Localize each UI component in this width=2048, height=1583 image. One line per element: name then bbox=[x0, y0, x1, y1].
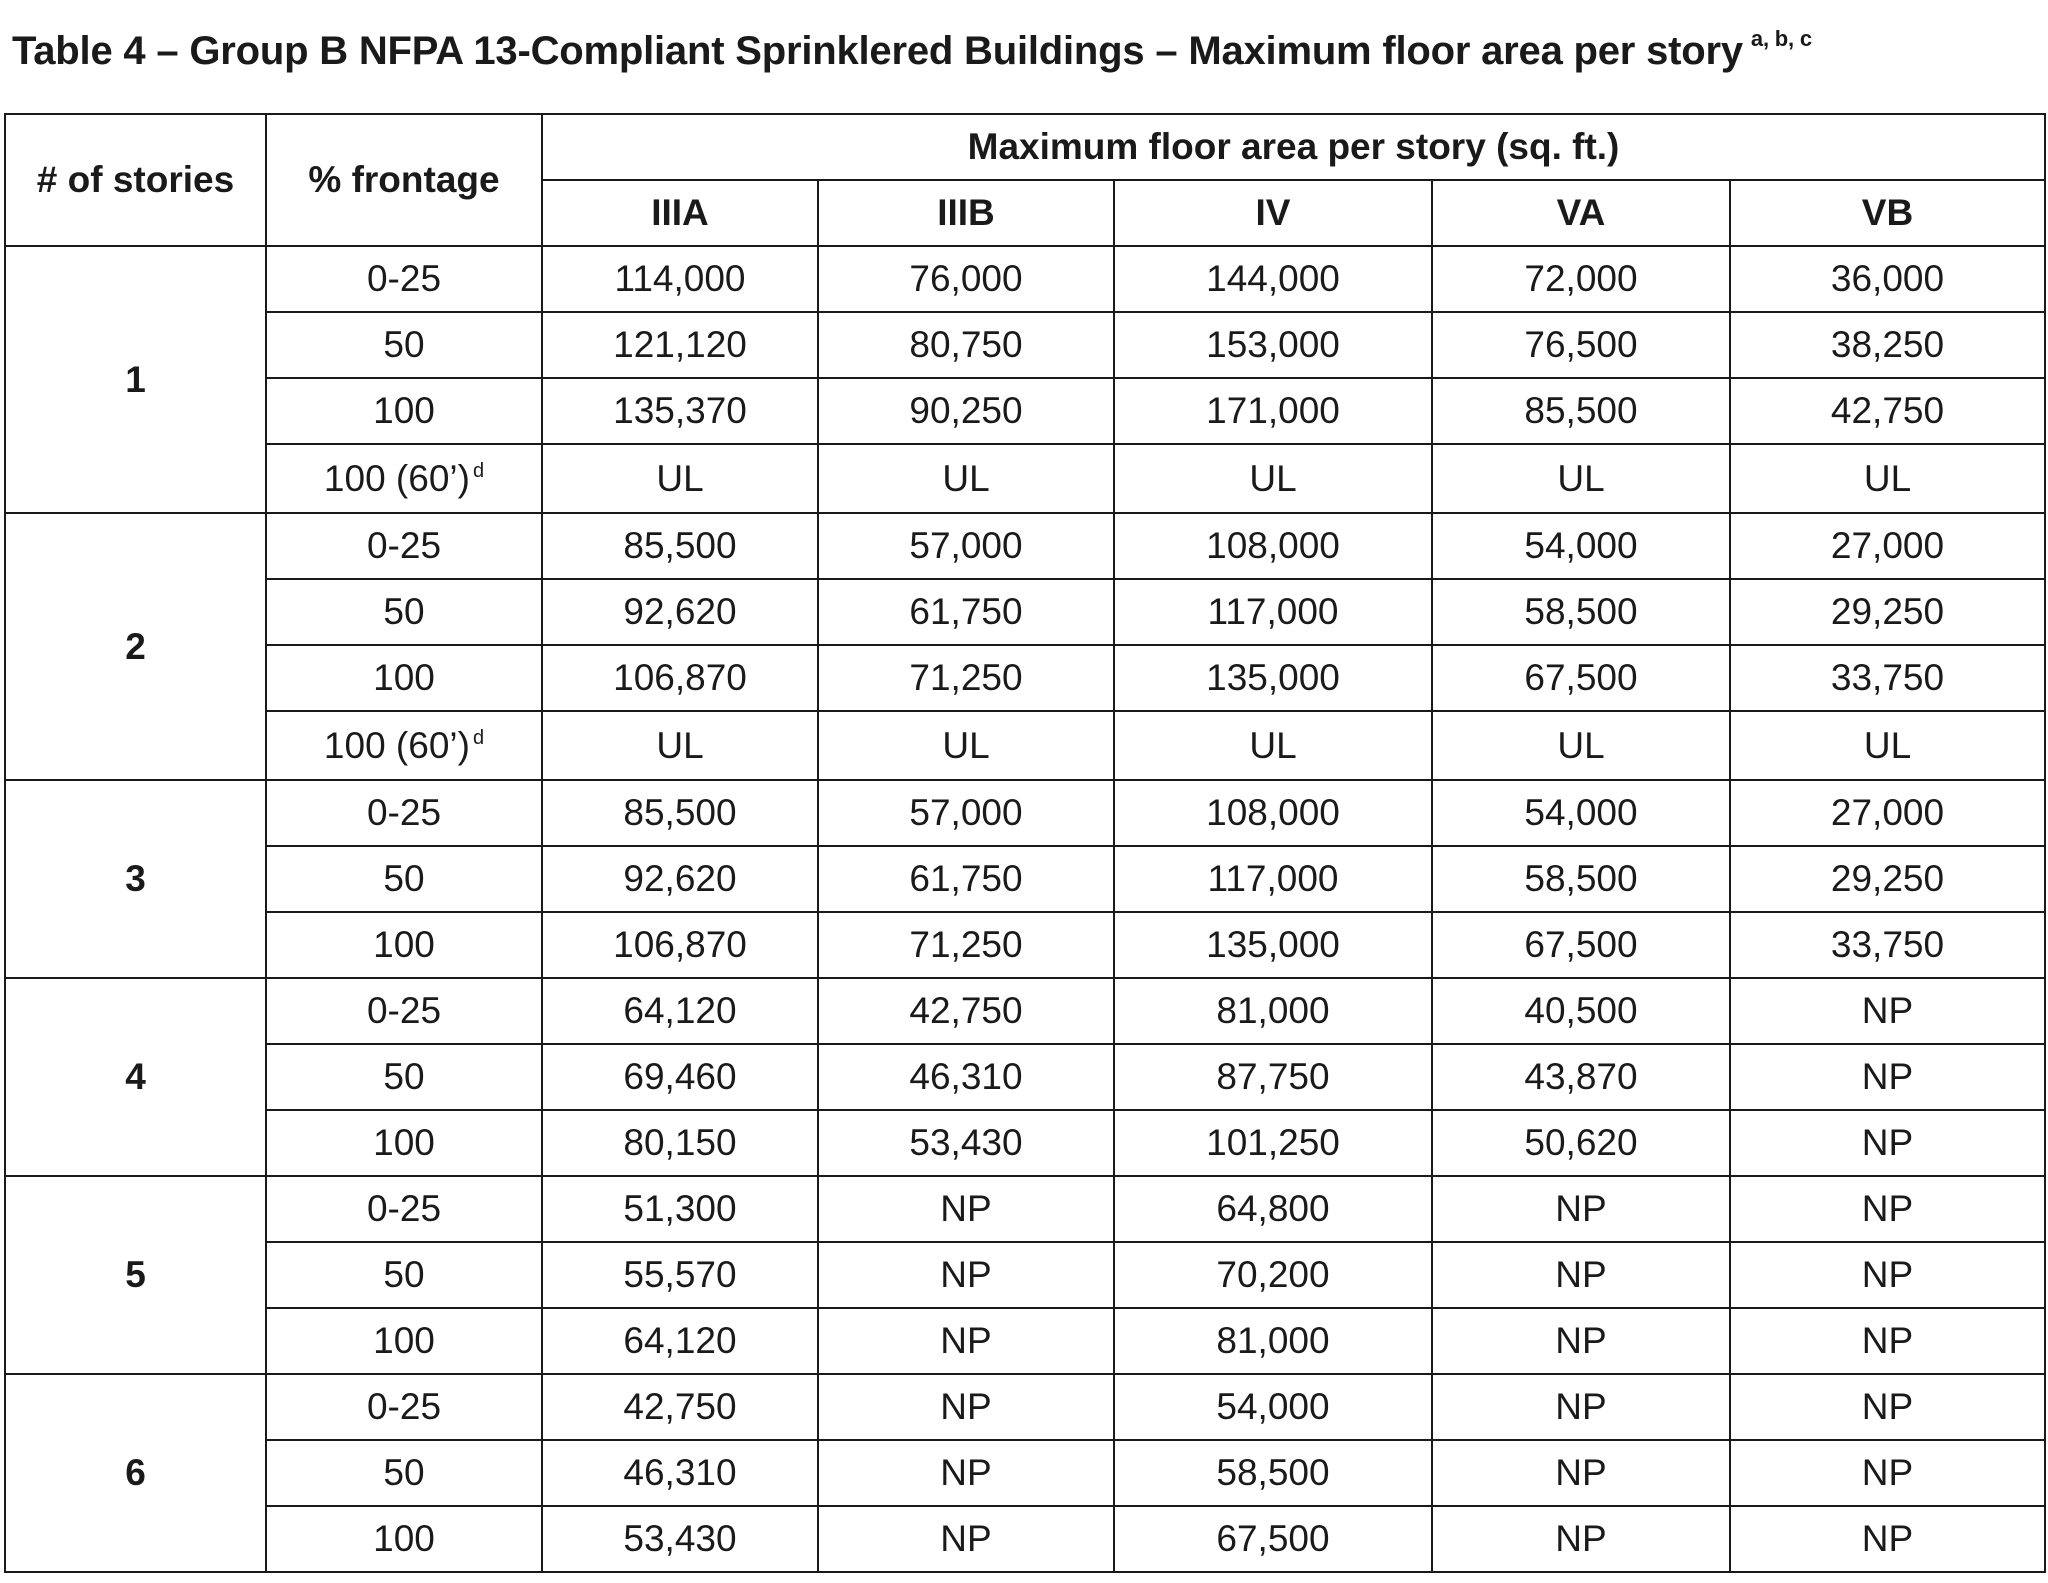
area-value-cell: 38,250 bbox=[1730, 312, 2045, 378]
stories-cell: 6 bbox=[5, 1374, 266, 1572]
area-value-cell: NP bbox=[818, 1374, 1114, 1440]
area-value-cell: UL bbox=[1730, 444, 2045, 513]
area-value-cell: 85,500 bbox=[542, 780, 818, 846]
frontage-value: 100 bbox=[373, 924, 435, 965]
frontage-cell bbox=[266, 246, 542, 312]
area-value-cell: 85,500 bbox=[542, 513, 818, 579]
frontage-value: 100 bbox=[373, 657, 435, 698]
header-row-1 bbox=[5, 114, 2045, 180]
area-value-cell: 64,120 bbox=[542, 978, 818, 1044]
frontage-cell bbox=[266, 1044, 542, 1110]
frontage-value: 100 bbox=[373, 1518, 435, 1559]
area-value-cell: UL bbox=[1432, 444, 1730, 513]
area-value-cell: UL bbox=[1730, 711, 2045, 780]
area-value-cell: 114,000 bbox=[542, 246, 818, 312]
footnote-marker: d bbox=[472, 726, 485, 749]
table-row bbox=[5, 513, 2045, 579]
table-row bbox=[5, 912, 2045, 978]
area-value-cell: UL bbox=[1432, 711, 1730, 780]
area-value-cell: 85,500 bbox=[1432, 378, 1730, 444]
frontage-cell bbox=[266, 444, 542, 513]
area-value-cell: 42,750 bbox=[818, 978, 1114, 1044]
frontage-value: 50 bbox=[383, 591, 425, 632]
area-value-cell: 81,000 bbox=[1114, 978, 1432, 1044]
area-value-cell: 46,310 bbox=[542, 1440, 818, 1506]
area-value-cell: 92,620 bbox=[542, 846, 818, 912]
table-row bbox=[5, 1374, 2045, 1440]
area-value-cell: 46,310 bbox=[818, 1044, 1114, 1110]
stories-cell: 1 bbox=[5, 246, 266, 513]
area-value-cell: 71,250 bbox=[818, 645, 1114, 711]
area-value-cell: 42,750 bbox=[542, 1374, 818, 1440]
frontage-value: 50 bbox=[383, 1056, 425, 1097]
area-value-cell: 135,000 bbox=[1114, 645, 1432, 711]
area-value-cell: NP bbox=[818, 1308, 1114, 1374]
area-value-cell: 101,250 bbox=[1114, 1110, 1432, 1176]
area-value-cell: 67,500 bbox=[1114, 1506, 1432, 1572]
table-row bbox=[5, 1242, 2045, 1308]
area-value-cell: 43,870 bbox=[1432, 1044, 1730, 1110]
area-value-cell: 92,620 bbox=[542, 579, 818, 645]
header-frontage: % frontage bbox=[266, 114, 542, 246]
header-stories: # of stories bbox=[5, 114, 266, 246]
frontage-value: 100 bbox=[373, 390, 435, 431]
table-body bbox=[5, 246, 2045, 1572]
area-value-cell: 40,500 bbox=[1432, 978, 1730, 1044]
area-value-cell: 71,250 bbox=[818, 912, 1114, 978]
area-value-cell: 33,750 bbox=[1730, 645, 2045, 711]
area-value-cell: 171,000 bbox=[1114, 378, 1432, 444]
area-value-cell: NP bbox=[818, 1440, 1114, 1506]
table-title-text: Table 4 – Group B NFPA 13-Compliant Sprinklered Buildings – Maximum floor area per story bbox=[12, 29, 1743, 73]
area-value-cell: UL bbox=[542, 711, 818, 780]
table-row bbox=[5, 1308, 2045, 1374]
area-value-cell: 90,250 bbox=[818, 378, 1114, 444]
area-value-cell: 29,250 bbox=[1730, 846, 2045, 912]
frontage-cell bbox=[266, 846, 542, 912]
area-value-cell: 81,000 bbox=[1114, 1308, 1432, 1374]
frontage-value: 0-25 bbox=[366, 1386, 442, 1427]
area-value-cell: 61,750 bbox=[818, 846, 1114, 912]
area-value-cell: 135,370 bbox=[542, 378, 818, 444]
frontage-value: 0-25 bbox=[366, 258, 442, 299]
table-row bbox=[5, 1110, 2045, 1176]
table-row bbox=[5, 378, 2045, 444]
area-value-cell: 70,200 bbox=[1114, 1242, 1432, 1308]
area-value-cell: NP bbox=[1432, 1506, 1730, 1572]
area-value-cell: 64,800 bbox=[1114, 1176, 1432, 1242]
table-row bbox=[5, 978, 2045, 1044]
frontage-value: 50 bbox=[383, 858, 425, 899]
table-row bbox=[5, 246, 2045, 312]
area-value-cell: 76,500 bbox=[1432, 312, 1730, 378]
area-value-cell: NP bbox=[818, 1242, 1114, 1308]
area-value-cell: 54,000 bbox=[1114, 1374, 1432, 1440]
table-row bbox=[5, 579, 2045, 645]
header-type-iiib: IIIB bbox=[818, 180, 1114, 246]
table-header bbox=[5, 114, 2045, 246]
frontage-value: 100 bbox=[373, 1320, 435, 1361]
area-value-cell: NP bbox=[818, 1506, 1114, 1572]
frontage-cell bbox=[266, 978, 542, 1044]
frontage-value: 50 bbox=[383, 324, 425, 365]
area-value-cell: 108,000 bbox=[1114, 513, 1432, 579]
frontage-cell bbox=[266, 312, 542, 378]
area-value-cell: 87,750 bbox=[1114, 1044, 1432, 1110]
frontage-value: 50 bbox=[383, 1452, 425, 1493]
frontage-cell bbox=[266, 513, 542, 579]
stories-cell: 4 bbox=[5, 978, 266, 1176]
frontage-value: 100 (60’) bbox=[323, 457, 470, 499]
header-type-va: VA bbox=[1432, 180, 1730, 246]
stories-cell: 5 bbox=[5, 1176, 266, 1374]
area-value-cell: NP bbox=[1730, 1176, 2045, 1242]
header-type-iiia: IIIA bbox=[542, 180, 818, 246]
area-value-cell: 36,000 bbox=[1730, 246, 2045, 312]
header-max-floor-area: Maximum floor area per story (sq. ft.) bbox=[542, 114, 2045, 180]
area-value-cell: NP bbox=[1432, 1242, 1730, 1308]
area-value-cell: UL bbox=[1114, 444, 1432, 513]
area-value-cell: 54,000 bbox=[1432, 513, 1730, 579]
frontage-value: 0-25 bbox=[366, 990, 442, 1031]
frontage-value: 50 bbox=[383, 1254, 425, 1295]
table-row bbox=[5, 1440, 2045, 1506]
frontage-value: 0-25 bbox=[366, 1188, 442, 1229]
area-value-cell: 64,120 bbox=[542, 1308, 818, 1374]
frontage-cell bbox=[266, 1110, 542, 1176]
frontage-value: 0-25 bbox=[366, 792, 442, 833]
area-value-cell: 53,430 bbox=[818, 1110, 1114, 1176]
area-value-cell: 33,750 bbox=[1730, 912, 2045, 978]
frontage-cell bbox=[266, 1440, 542, 1506]
area-value-cell: 57,000 bbox=[818, 513, 1114, 579]
frontage-value: 100 bbox=[373, 1122, 435, 1163]
table-row bbox=[5, 444, 2045, 513]
area-value-cell: 144,000 bbox=[1114, 246, 1432, 312]
stories-cell: 2 bbox=[5, 513, 266, 780]
area-value-cell: 121,120 bbox=[542, 312, 818, 378]
header-type-vb: VB bbox=[1730, 180, 2045, 246]
area-value-cell: NP bbox=[818, 1176, 1114, 1242]
frontage-cell bbox=[266, 912, 542, 978]
frontage-value: 0-25 bbox=[366, 525, 442, 566]
frontage-cell bbox=[266, 1242, 542, 1308]
table-row bbox=[5, 1044, 2045, 1110]
table-row bbox=[5, 846, 2045, 912]
area-value-cell: 117,000 bbox=[1114, 846, 1432, 912]
area-value-cell: UL bbox=[818, 711, 1114, 780]
area-value-cell: 55,570 bbox=[542, 1242, 818, 1308]
area-value-cell: NP bbox=[1432, 1176, 1730, 1242]
area-value-cell: 51,300 bbox=[542, 1176, 818, 1242]
area-value-cell: 106,870 bbox=[542, 912, 818, 978]
header-type-iv: IV bbox=[1114, 180, 1432, 246]
frontage-cell bbox=[266, 1308, 542, 1374]
area-value-cell: UL bbox=[542, 444, 818, 513]
area-value-cell: 61,750 bbox=[818, 579, 1114, 645]
area-value-cell: 42,750 bbox=[1730, 378, 2045, 444]
area-value-cell: 29,250 bbox=[1730, 579, 2045, 645]
title-footnote-marks: a, b, c bbox=[1750, 26, 1812, 51]
frontage-cell bbox=[266, 1374, 542, 1440]
area-value-cell: 50,620 bbox=[1432, 1110, 1730, 1176]
area-value-cell: NP bbox=[1730, 1242, 2045, 1308]
area-value-cell: 27,000 bbox=[1730, 780, 2045, 846]
area-value-cell: UL bbox=[1114, 711, 1432, 780]
area-value-cell: 54,000 bbox=[1432, 780, 1730, 846]
table-row bbox=[5, 1506, 2045, 1572]
area-value-cell: 80,750 bbox=[818, 312, 1114, 378]
area-value-cell: NP bbox=[1432, 1308, 1730, 1374]
area-value-cell: 76,000 bbox=[818, 246, 1114, 312]
area-value-cell: 58,500 bbox=[1432, 579, 1730, 645]
table-row bbox=[5, 1176, 2045, 1242]
area-value-cell: 67,500 bbox=[1432, 645, 1730, 711]
area-value-cell: 27,000 bbox=[1730, 513, 2045, 579]
frontage-cell bbox=[266, 1176, 542, 1242]
area-value-cell: NP bbox=[1730, 1308, 2045, 1374]
table-title bbox=[12, 26, 1812, 74]
frontage-cell bbox=[266, 378, 542, 444]
area-value-cell: NP bbox=[1730, 978, 2045, 1044]
table-row bbox=[5, 711, 2045, 780]
area-value-cell: 58,500 bbox=[1114, 1440, 1432, 1506]
frontage-cell bbox=[266, 579, 542, 645]
area-value-cell: 69,460 bbox=[542, 1044, 818, 1110]
frontage-cell bbox=[266, 1506, 542, 1572]
floor-area-table bbox=[4, 113, 2046, 1573]
area-value-cell: NP bbox=[1730, 1374, 2045, 1440]
frontage-cell bbox=[266, 645, 542, 711]
stories-cell: 3 bbox=[5, 780, 266, 978]
area-value-cell: 57,000 bbox=[818, 780, 1114, 846]
area-value-cell: 108,000 bbox=[1114, 780, 1432, 846]
area-value-cell: 153,000 bbox=[1114, 312, 1432, 378]
frontage-value: 100 (60’) bbox=[323, 724, 470, 766]
table-row bbox=[5, 312, 2045, 378]
area-value-cell: NP bbox=[1730, 1440, 2045, 1506]
area-value-cell: NP bbox=[1432, 1440, 1730, 1506]
area-value-cell: 53,430 bbox=[542, 1506, 818, 1572]
footnote-marker: d bbox=[472, 459, 485, 482]
table-row bbox=[5, 780, 2045, 846]
area-value-cell: 117,000 bbox=[1114, 579, 1432, 645]
area-value-cell: NP bbox=[1730, 1110, 2045, 1176]
area-value-cell: NP bbox=[1730, 1044, 2045, 1110]
area-value-cell: 135,000 bbox=[1114, 912, 1432, 978]
area-value-cell: NP bbox=[1730, 1506, 2045, 1572]
area-value-cell: 58,500 bbox=[1432, 846, 1730, 912]
table-row bbox=[5, 645, 2045, 711]
area-value-cell: NP bbox=[1432, 1374, 1730, 1440]
area-value-cell: 72,000 bbox=[1432, 246, 1730, 312]
area-value-cell: UL bbox=[818, 444, 1114, 513]
area-value-cell: 106,870 bbox=[542, 645, 818, 711]
frontage-cell bbox=[266, 780, 542, 846]
frontage-cell bbox=[266, 711, 542, 780]
area-value-cell: 80,150 bbox=[542, 1110, 818, 1176]
area-value-cell: 67,500 bbox=[1432, 912, 1730, 978]
